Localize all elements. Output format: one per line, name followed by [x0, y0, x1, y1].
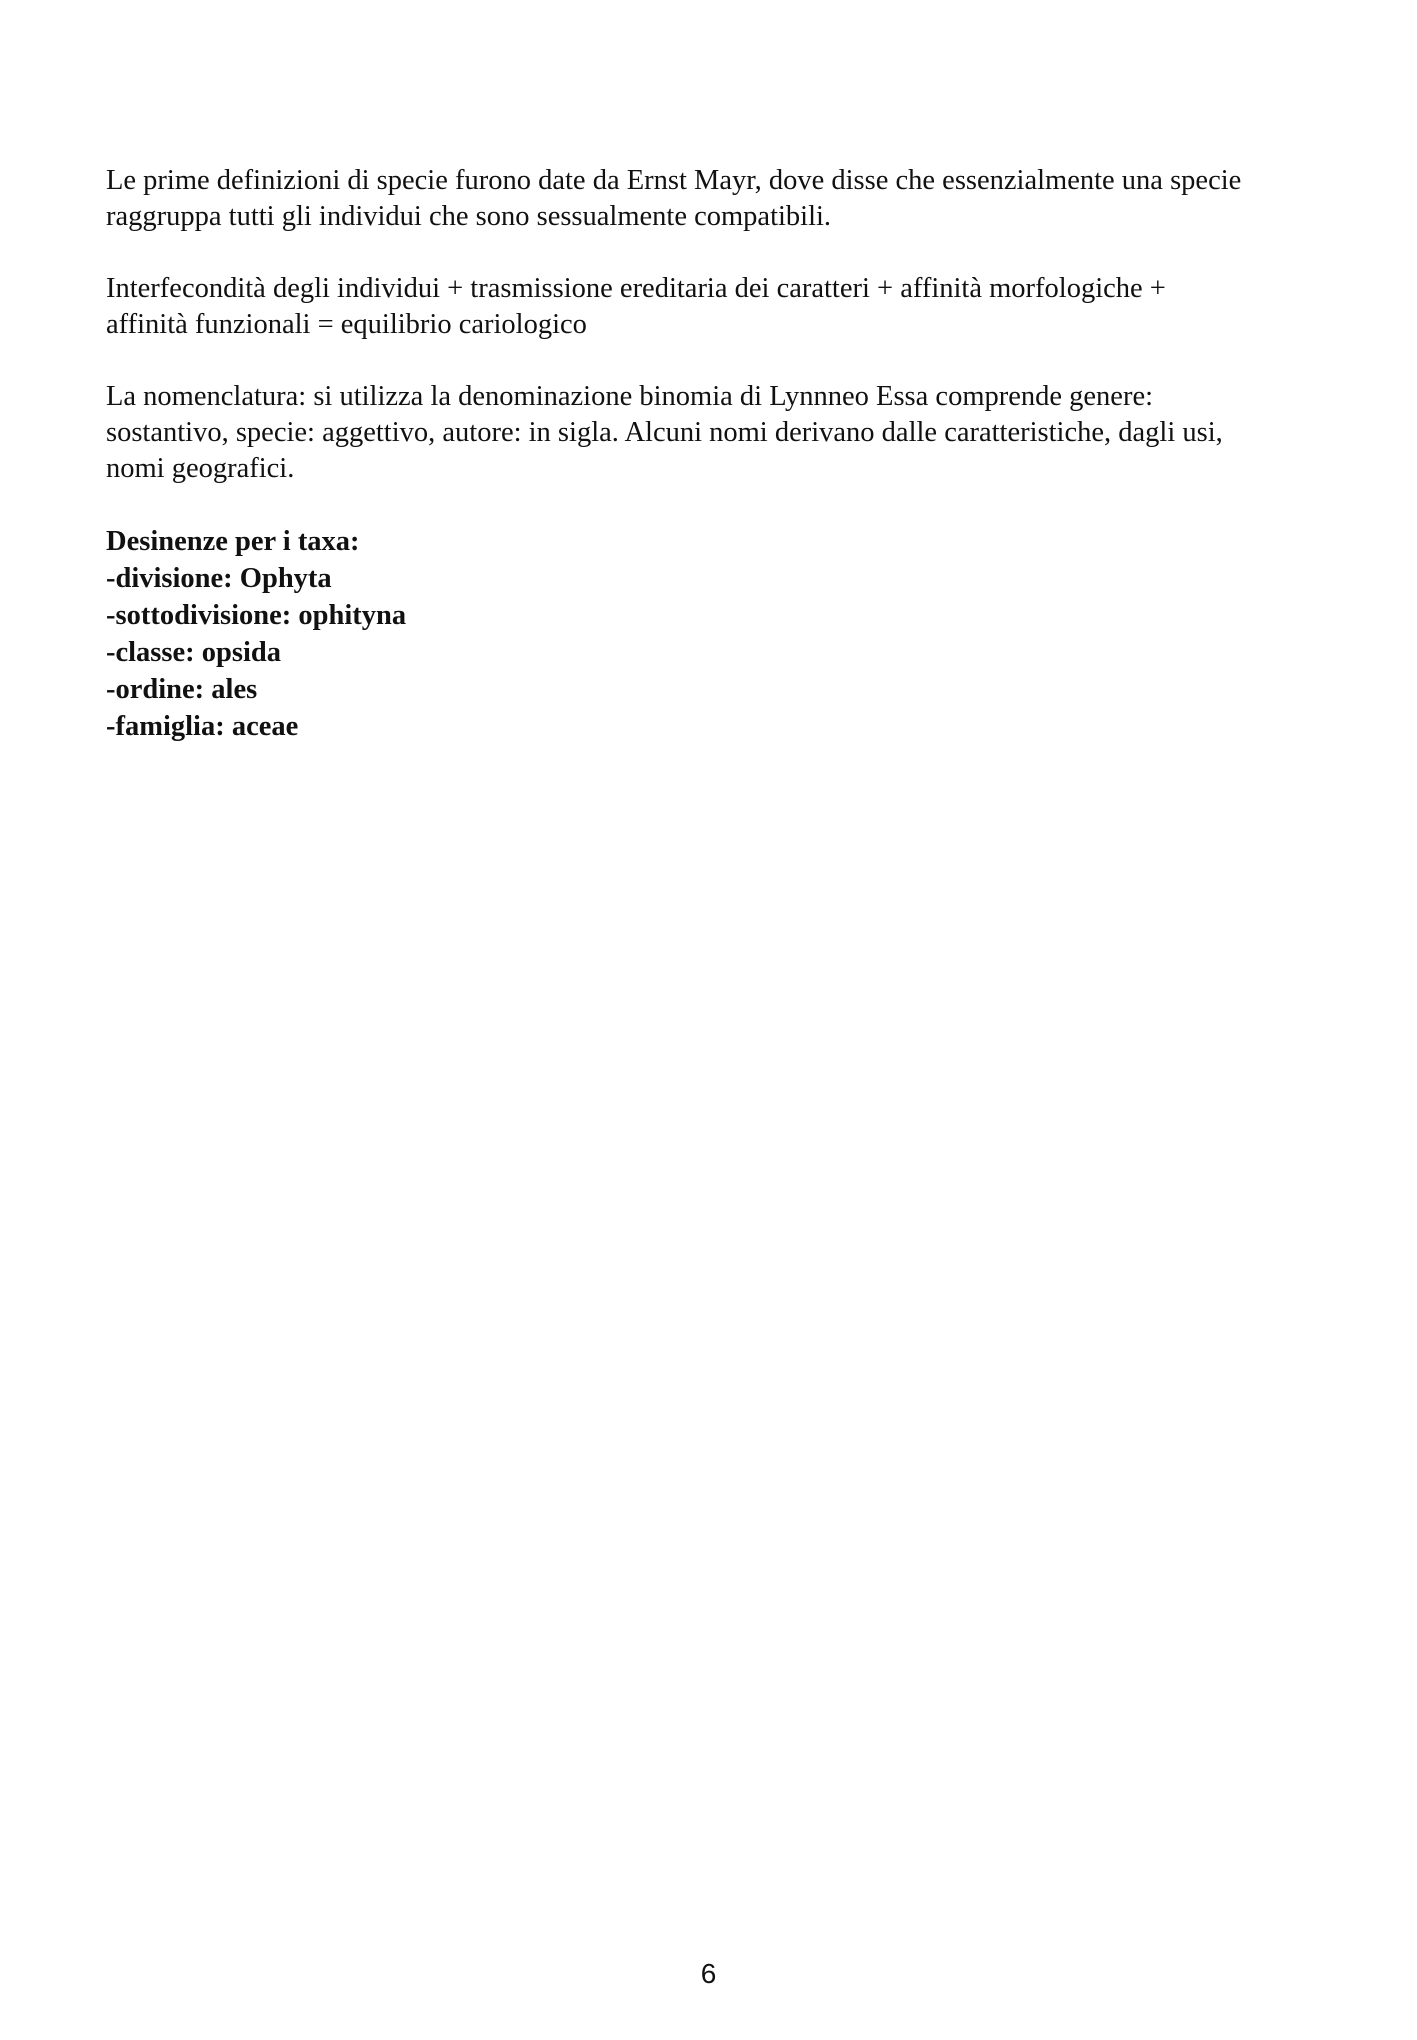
desinenza-item-famiglia: -famiglia: aceae	[106, 711, 299, 742]
desinenza-item-classe: -classe: opsida	[106, 637, 281, 668]
desinenza-item-divisione: -divisione: Ophyta	[106, 563, 332, 594]
paragraph-nomenclatura: La nomenclatura: si utilizza la denominazione binomia di Lynnneo Essa comprende genere: sostantivo, specie: aggettivo, autore: in sigla. Alcuni nomi derivano dalle caratteristiche, dagli usi, nomi geografici.	[106, 381, 1223, 484]
desinenze-title: Desinenze per i taxa:	[106, 526, 360, 557]
paragraph-interfecondita: Interfecondità degli individui + trasmissione ereditaria dei caratteri + affinità morfologiche + affinità funzionali = equilibrio cariologico	[106, 273, 1166, 340]
desinenza-item-sottodivisione: -sottodivisione: ophityna	[106, 600, 407, 631]
desinenze-list	[106, 523, 1326, 745]
paragraph-species-definition: Le prime definizioni di specie furono date da Ernst Mayr, dove disse che essenzialmente una specie raggruppa tutti gli individui che sono sessualmente compatibili.	[106, 165, 1242, 232]
page-number: 6	[700, 1958, 717, 1989]
desinenza-item-ordine: -ordine: ales	[106, 674, 258, 705]
page-content	[106, 163, 1326, 745]
